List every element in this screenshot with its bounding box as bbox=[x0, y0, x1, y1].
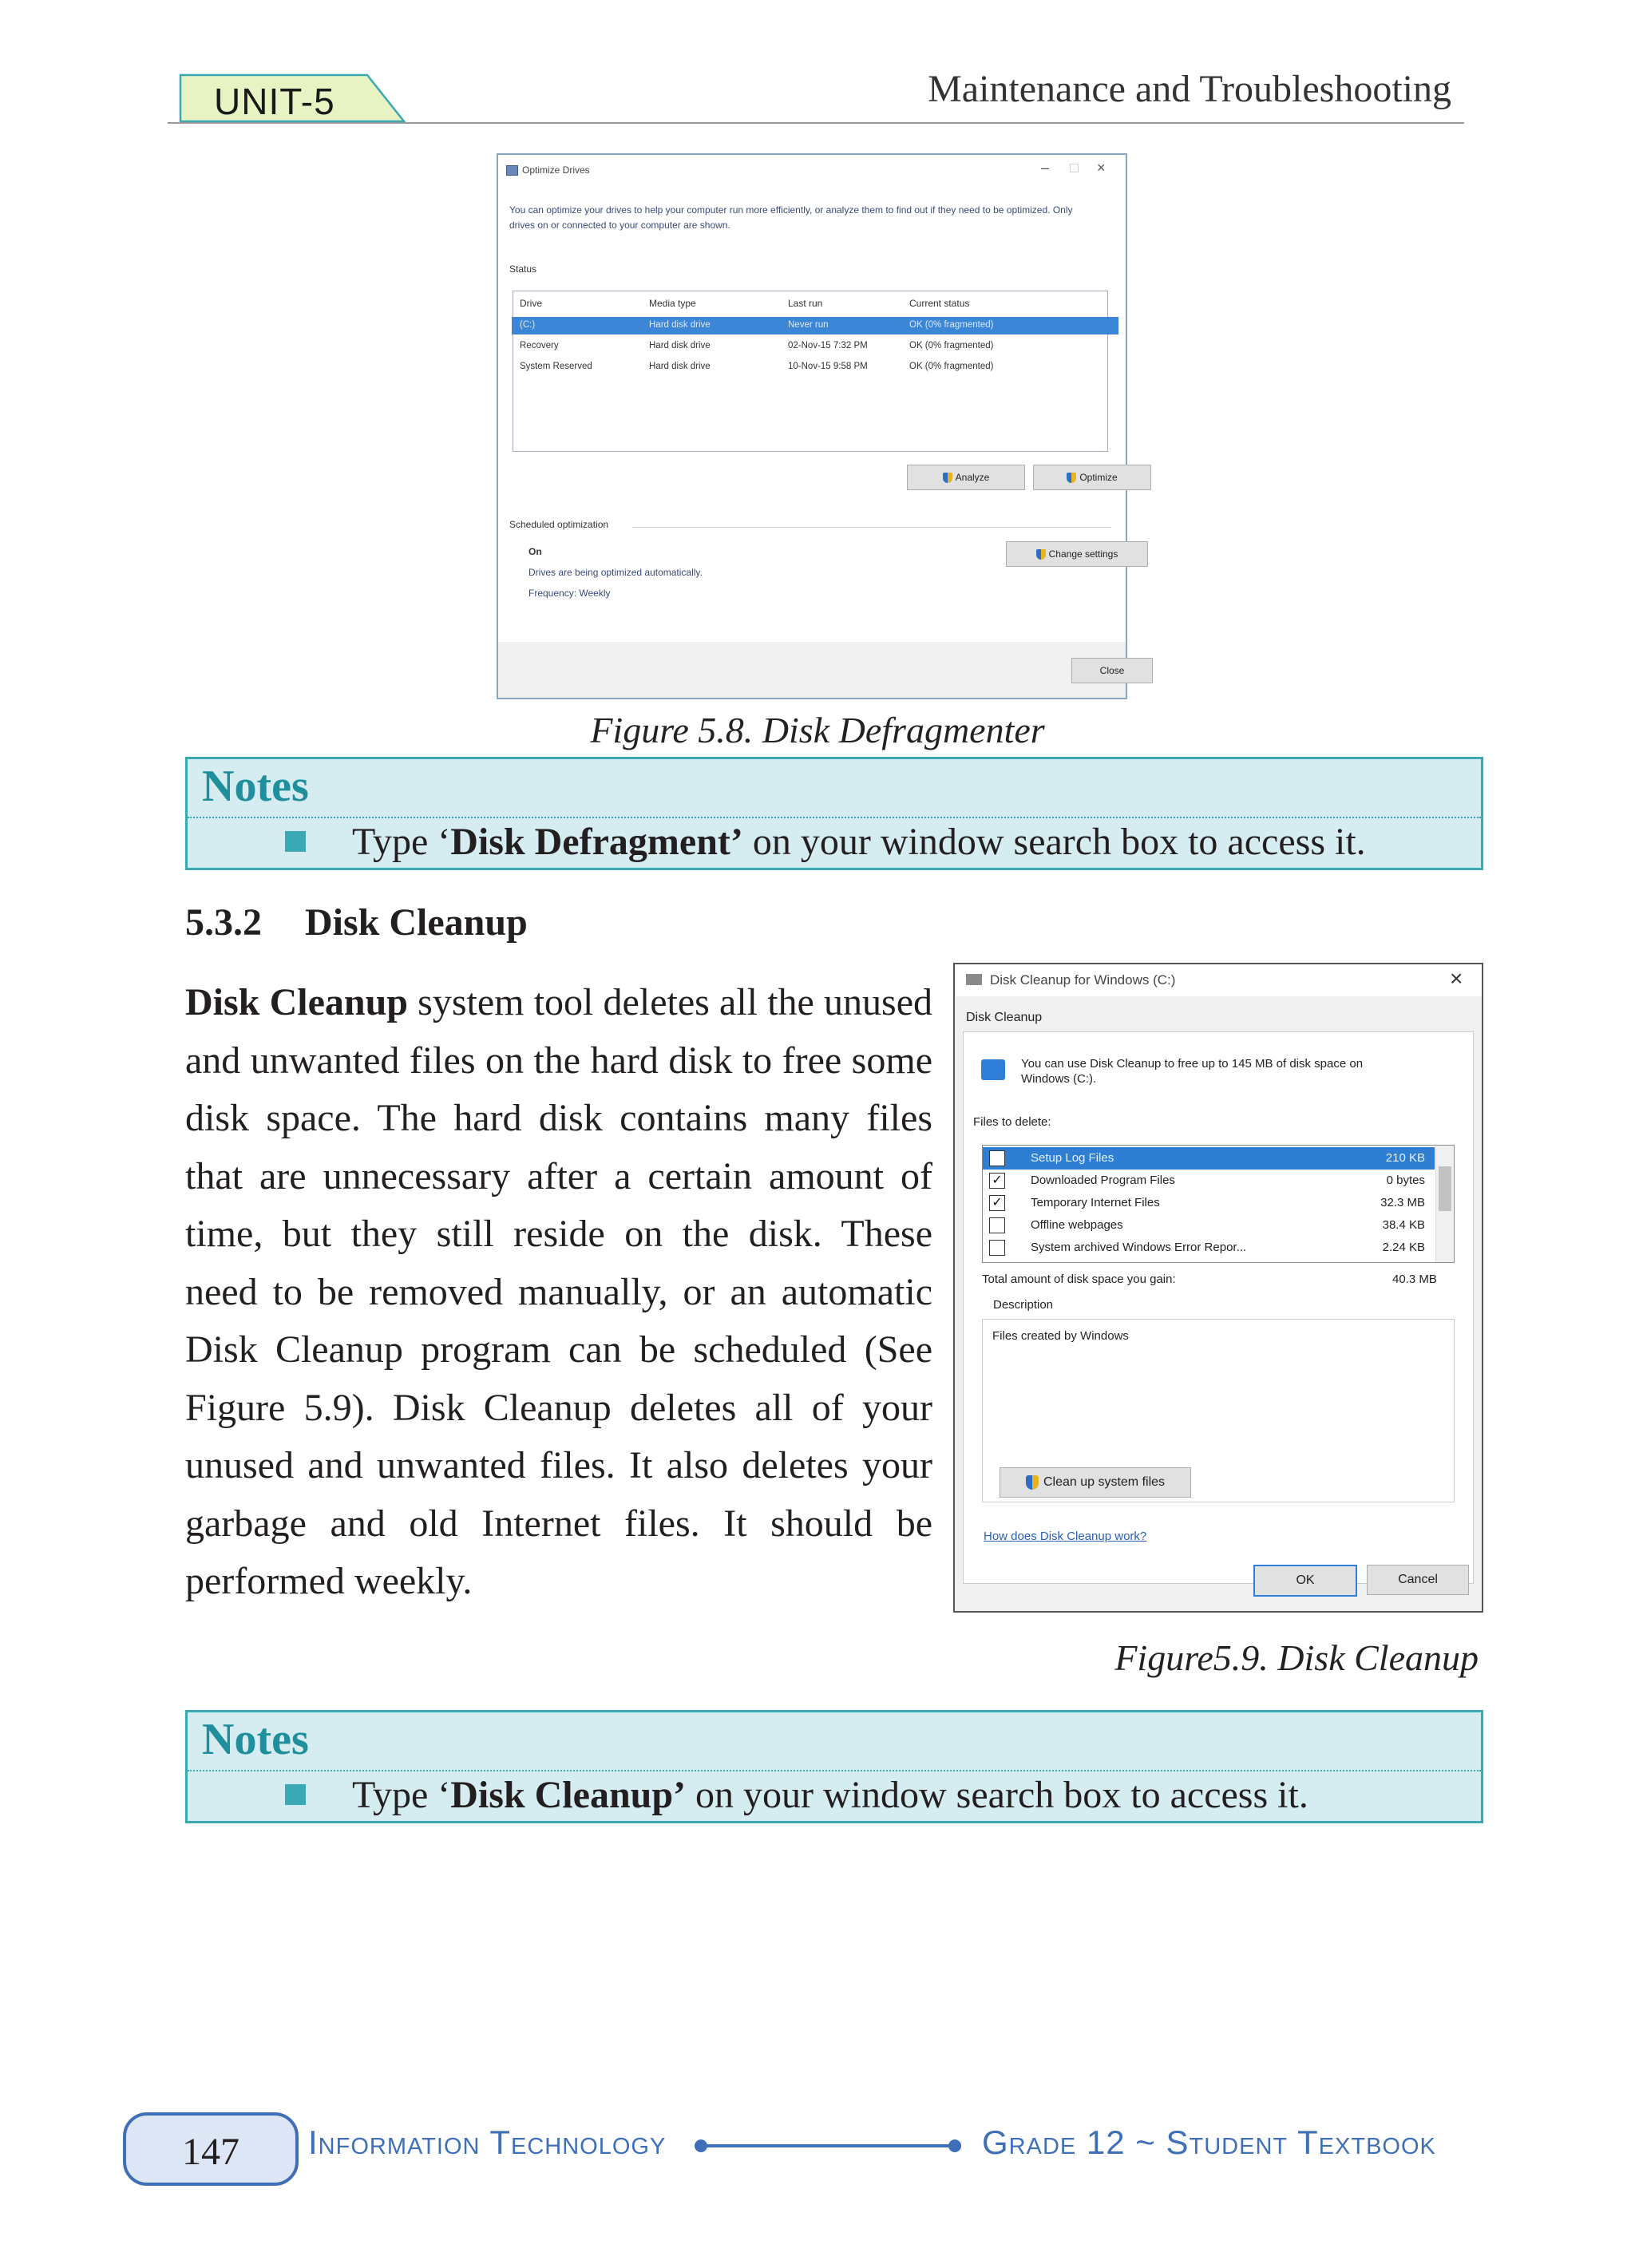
drive-c-media: Hard disk drive bbox=[649, 320, 711, 330]
status-label: Status bbox=[509, 263, 537, 275]
footer-grade: Grade 12 ~ Student Textbook bbox=[982, 2124, 1436, 2161]
lead-term: Disk Cleanup bbox=[185, 981, 408, 1023]
cancel-button[interactable] bbox=[1367, 1565, 1469, 1595]
shield-icon bbox=[943, 473, 952, 483]
optimize-drives-window bbox=[497, 153, 1127, 699]
square-bullet-icon bbox=[285, 1784, 306, 1805]
checkbox[interactable] bbox=[989, 1217, 1005, 1233]
change-settings-button[interactable] bbox=[1006, 541, 1148, 567]
notes-text-pre: Type ‘ bbox=[352, 1774, 451, 1816]
figure-caption: Figure5.9. Disk Cleanup bbox=[1114, 1637, 1479, 1678]
col-last-run[interactable]: Last run bbox=[788, 298, 823, 309]
notes-text bbox=[352, 1773, 1308, 1817]
drive-reserved-lastrun: 10-Nov-15 9:58 PM bbox=[788, 362, 868, 371]
ok-button[interactable] bbox=[1253, 1565, 1357, 1597]
list-item[interactable] bbox=[983, 1170, 1435, 1192]
drive-row[interactable] bbox=[513, 358, 1120, 376]
file-size: 0 bytes bbox=[1386, 1174, 1425, 1187]
cancel-label: Cancel bbox=[1398, 1573, 1438, 1586]
drive-row[interactable] bbox=[512, 317, 1118, 334]
intro-text: You can use Disk Cleanup to free up to 145 MB of disk space on Windows (C:). bbox=[1021, 1057, 1364, 1086]
list-item[interactable] bbox=[983, 1147, 1435, 1170]
footer-rule bbox=[701, 2144, 955, 2147]
drive-reserved-media: Hard disk drive bbox=[649, 362, 711, 371]
checkbox-checked[interactable]: ✓ bbox=[989, 1173, 1005, 1189]
change-settings-label: Change settings bbox=[1048, 548, 1118, 560]
figure-caption: Figure 5.8. Disk Defragmenter bbox=[590, 710, 1045, 750]
window-footer bbox=[498, 642, 1126, 698]
notes-box bbox=[185, 1710, 1483, 1823]
drive-recovery-lastrun: 02-Nov-15 7:32 PM bbox=[788, 341, 868, 350]
notes-header bbox=[188, 759, 1481, 818]
total-label: Total amount of disk space you gain: bbox=[982, 1273, 1176, 1286]
checkbox[interactable] bbox=[989, 1150, 1005, 1166]
drive-c-lastrun: Never run bbox=[788, 320, 829, 330]
unit-label: UNIT-5 bbox=[214, 81, 335, 122]
body-paragraph bbox=[185, 974, 932, 1611]
shield-icon bbox=[1026, 1475, 1039, 1490]
maximize-icon[interactable]: □ bbox=[1070, 160, 1079, 176]
drive-reserved-status: OK (0% fragmented) bbox=[909, 362, 994, 371]
optimize-label: Optimize bbox=[1079, 472, 1118, 483]
drive-recovery-status: OK (0% fragmented) bbox=[909, 341, 994, 350]
notes-heading: Notes bbox=[202, 762, 309, 811]
list-item[interactable] bbox=[983, 1214, 1435, 1237]
running-header-title: Maintenance and Troubleshooting bbox=[928, 68, 1451, 110]
file-name: Offline webpages bbox=[1031, 1218, 1123, 1232]
drive-row[interactable] bbox=[513, 338, 1120, 355]
list-item[interactable] bbox=[983, 1192, 1435, 1214]
window-title: Optimize Drives bbox=[522, 164, 590, 176]
file-size: 38.4 KB bbox=[1382, 1218, 1425, 1232]
checkbox[interactable] bbox=[989, 1240, 1005, 1256]
ok-label: OK bbox=[1296, 1573, 1315, 1587]
optimize-description: You can optimize your drives to help your computer run more efficiently, or analyze them to find out if they need to be optimized. Only drives on or connected to your computer are shown. bbox=[509, 204, 1073, 231]
notes-body bbox=[188, 1771, 1481, 1821]
description-text: Files created by Windows bbox=[992, 1329, 1129, 1343]
square-bullet-icon bbox=[285, 831, 306, 852]
total-value: 40.3 MB bbox=[1392, 1273, 1437, 1286]
analyze-button[interactable] bbox=[907, 465, 1025, 490]
section-title: Disk Cleanup bbox=[305, 901, 528, 944]
files-to-delete-label: Files to delete: bbox=[973, 1115, 1051, 1129]
checkbox-checked[interactable]: ✓ bbox=[989, 1195, 1005, 1211]
scheduled-label: Scheduled optimization bbox=[509, 519, 609, 530]
section-number: 5.3.2 bbox=[185, 901, 262, 944]
description-label: Description bbox=[993, 1298, 1054, 1312]
col-media-type[interactable]: Media type bbox=[649, 298, 696, 309]
close-button[interactable] bbox=[1071, 658, 1153, 683]
disk-cleanup-window bbox=[953, 963, 1483, 1613]
file-name: Downloaded Program Files bbox=[1031, 1174, 1175, 1187]
drive-recovery-name: Recovery bbox=[520, 341, 559, 350]
col-current-status[interactable]: Current status bbox=[909, 298, 970, 309]
tab-disk-cleanup[interactable]: Disk Cleanup bbox=[966, 1011, 1043, 1024]
close-icon[interactable]: × bbox=[1450, 966, 1463, 991]
footer-dot-right bbox=[948, 2139, 961, 2152]
notes-heading: Notes bbox=[202, 1715, 309, 1764]
drive-recovery-media: Hard disk drive bbox=[649, 341, 711, 350]
section-heading bbox=[185, 900, 528, 944]
drive-reserved-name: System Reserved bbox=[520, 362, 592, 371]
file-size: 32.3 MB bbox=[1380, 1196, 1425, 1209]
file-size: 2.24 KB bbox=[1382, 1241, 1425, 1254]
drive-c-status: OK (0% fragmented) bbox=[909, 320, 994, 330]
group-separator bbox=[632, 527, 1111, 528]
body-text: system tool deletes all the unused and unwanted files on the hard disk to free some disk space. The hard disk contains many files that are unnecessary after a certain amount of time, but they still reside on the disk. These need to be removed manually, or an automatic Disk Cleanup program can be scheduled (See Figure 5.9). Disk Cleanup deletes all of your unused and unwanted files. It also deletes your garbage and old Internet files. It should be performed weekly. bbox=[185, 981, 933, 1602]
notes-text-bold: Disk Defragment’ bbox=[450, 821, 743, 863]
clean-up-system-files-label: Clean up system files bbox=[1043, 1475, 1166, 1489]
help-link[interactable]: How does Disk Cleanup work? bbox=[984, 1530, 1147, 1543]
schedule-frequency: Frequency: Weekly bbox=[529, 588, 611, 599]
scrollbar[interactable] bbox=[1435, 1146, 1454, 1262]
shield-icon bbox=[1067, 473, 1076, 483]
list-item[interactable] bbox=[983, 1237, 1435, 1259]
notes-text-post: on your window search box to access it. bbox=[686, 1774, 1308, 1816]
file-name: Setup Log Files bbox=[1031, 1151, 1114, 1165]
shield-icon bbox=[1036, 549, 1046, 560]
schedule-desc: Drives are being optimized automatically. bbox=[529, 567, 703, 578]
optimize-button[interactable] bbox=[1033, 465, 1151, 490]
schedule-state: On bbox=[529, 546, 542, 557]
drive-icon bbox=[966, 974, 982, 985]
unit-tab bbox=[179, 73, 406, 128]
title-bar bbox=[955, 964, 1482, 996]
notes-text bbox=[352, 820, 1366, 864]
analyze-label: Analyze bbox=[955, 472, 990, 483]
cleanup-icon bbox=[981, 1059, 1005, 1080]
drive-c-name: (C:) bbox=[520, 320, 536, 330]
scrollbar-thumb[interactable] bbox=[1439, 1166, 1451, 1211]
file-name: Temporary Internet Files bbox=[1031, 1196, 1160, 1209]
notes-text-pre: Type ‘ bbox=[352, 821, 451, 863]
notes-header bbox=[188, 1712, 1481, 1771]
clean-up-system-files-button[interactable] bbox=[1000, 1467, 1191, 1498]
file-name: System archived Windows Error Repor... bbox=[1031, 1241, 1247, 1254]
close-label: Close bbox=[1099, 665, 1125, 676]
page-number: 147 bbox=[182, 2131, 240, 2173]
window-title: Disk Cleanup for Windows (C:) bbox=[990, 972, 1176, 988]
col-drive[interactable]: Drive bbox=[520, 298, 543, 309]
close-icon[interactable]: × bbox=[1097, 160, 1106, 176]
files-list[interactable] bbox=[982, 1145, 1455, 1263]
notes-box bbox=[185, 757, 1483, 870]
footer-subject: Information Technology bbox=[308, 2124, 667, 2161]
file-size: 210 KB bbox=[1385, 1151, 1425, 1165]
notes-body bbox=[188, 818, 1481, 868]
notes-text-post: on your window search box to access it. bbox=[742, 821, 1366, 863]
header-rule bbox=[168, 122, 1464, 124]
notes-text-bold: Disk Cleanup’ bbox=[450, 1774, 687, 1816]
minimize-icon[interactable]: – bbox=[1041, 160, 1050, 176]
defrag-app-icon bbox=[506, 165, 518, 176]
page-number-badge bbox=[123, 2112, 299, 2186]
drive-list[interactable] bbox=[513, 291, 1108, 452]
